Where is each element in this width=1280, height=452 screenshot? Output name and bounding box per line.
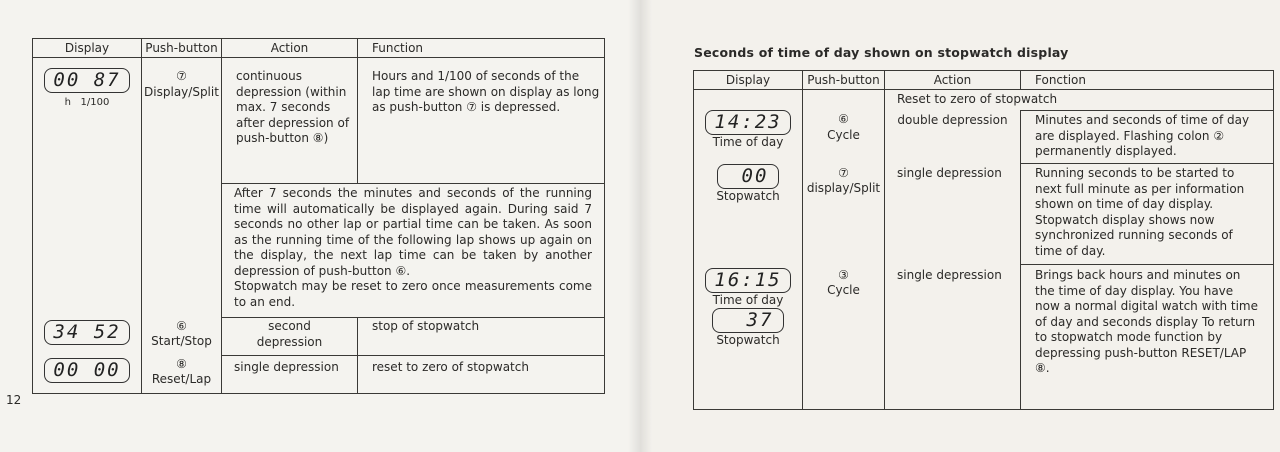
button-label: Cycle — [827, 127, 860, 142]
button-number: ⑦ — [176, 69, 187, 83]
lcd-value: 37 — [746, 309, 774, 331]
lcd-display — [705, 110, 790, 135]
display-cell — [33, 356, 142, 394]
display-cell — [33, 58, 142, 318]
left-instruction-table — [32, 38, 605, 394]
action-cell: single depression — [222, 356, 358, 394]
table-row — [33, 356, 605, 394]
lcd-value: 16:15 — [714, 268, 782, 291]
button-number: ⑦ — [838, 165, 849, 180]
header-display: Display — [694, 71, 803, 90]
book-gutter — [628, 0, 652, 452]
lcd-display — [44, 320, 129, 345]
button-label: Reset/Lap — [151, 372, 212, 386]
push-button-cell — [803, 265, 885, 410]
display-cell — [694, 265, 803, 410]
table-header-row — [694, 71, 1274, 90]
table-row — [33, 58, 605, 184]
push-button-cell — [803, 164, 885, 265]
action-text: second depression — [256, 319, 323, 349]
function-cell: Brings back hours and minutes on the time of day display. You have now a normal digital watch with time of day and seconds display To return to stopwatch mode function by depressing push-button RESET/LAP ⑧. — [1021, 265, 1274, 410]
lcd-value: 14:23 — [714, 111, 782, 133]
action-cell: continuous depression (within max. 7 seconds after depression of push-button ⑧) — [222, 58, 358, 184]
lcd-value: 00 00 — [53, 358, 121, 381]
display-cell — [33, 318, 142, 356]
push-button-cell — [142, 58, 222, 318]
table-row — [694, 265, 1274, 410]
function-cell: Minutes and seconds of time of day are displayed. Flashing colon ② permanently displayed. — [1021, 111, 1274, 164]
header-function: Function — [358, 39, 605, 58]
display-cell — [694, 164, 803, 265]
action-cell: double depression — [885, 111, 1021, 164]
action-cell — [222, 318, 358, 356]
header-action: Action — [222, 39, 358, 58]
lcd-value: 00 — [741, 164, 769, 187]
push-button-cell — [142, 318, 222, 356]
function-cell: reset to zero of stopwatch — [358, 356, 605, 394]
button-label: Cycle — [827, 283, 860, 297]
button-label: Display/Split — [144, 84, 219, 99]
display-label: Time of day — [712, 135, 784, 149]
note-cell: After 7 seconds the minutes and seconds of the running time will automatically be displayed again. During said 7 seconds no other lap or partial time can be taken. As soon as the running time of the following lap shows up again on the display, the next lap time can be taken by another depression of push-button ⑥. Stopwatch may be reset to zero once measurements come to an end. — [222, 184, 605, 318]
button-label: Start/Stop — [151, 334, 212, 348]
right-instruction-table — [693, 70, 1274, 410]
table-row — [694, 90, 1274, 111]
table-row — [33, 318, 605, 356]
header-push-button: Push-button — [803, 71, 885, 90]
lcd-value: 34 52 — [53, 320, 121, 343]
display-cell — [694, 90, 803, 164]
page-number: 12 — [6, 393, 22, 407]
button-number: ⑥ — [838, 112, 849, 126]
lcd-display — [705, 268, 790, 293]
lcd-value: 00 87 — [53, 69, 121, 91]
table-row — [694, 164, 1274, 265]
section-title: Seconds of time of day shown on stopwatch display — [694, 45, 1069, 60]
display-label: Time of day — [712, 292, 784, 307]
header-display: Display — [33, 39, 142, 58]
lcd-display — [44, 358, 129, 383]
lcd-display — [44, 68, 129, 93]
header-push-button: Push-button — [142, 39, 222, 58]
display-sub-label: h 1/100 — [64, 97, 110, 108]
button-number: ⑧ — [176, 356, 187, 371]
reset-row-cell: Reset to zero of stopwatch — [885, 90, 1274, 111]
button-number: ③ — [838, 267, 849, 282]
function-cell: stop of stopwatch — [358, 318, 605, 356]
header-function: Fonction — [1021, 71, 1274, 90]
function-cell: Hours and 1/100 of seconds of the lap time are shown on display as long as push-button ⑦ is depressed. — [358, 58, 605, 184]
table-header-row — [33, 39, 605, 58]
display-label: Stopwatch — [716, 333, 780, 347]
function-cell: Running seconds to be started to next full minute as per information shown on time of day display. Stopwatch display shows now synchronized running seconds of time of day. — [1021, 164, 1274, 265]
button-label: display/Split — [806, 181, 881, 195]
action-cell: single depression — [885, 265, 1021, 410]
lcd-display-secondary — [712, 308, 785, 333]
display-label: Stopwatch — [716, 188, 780, 203]
lcd-display — [717, 164, 780, 189]
header-action: Action — [885, 71, 1021, 90]
push-button-cell — [803, 90, 885, 164]
action-cell: single depression — [885, 164, 1021, 265]
button-number: ⑥ — [176, 318, 187, 333]
push-button-cell — [142, 356, 222, 394]
